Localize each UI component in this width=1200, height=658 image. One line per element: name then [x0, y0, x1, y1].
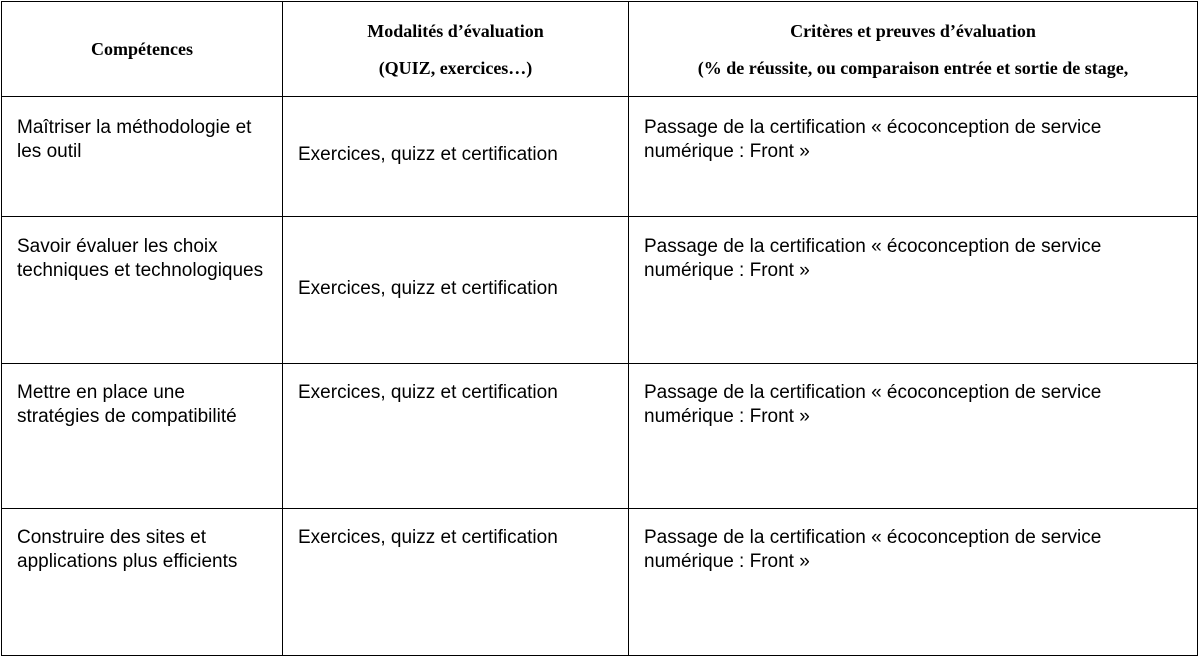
header-modalites-subtitle: (QUIZ, exercices…) — [378, 58, 533, 78]
table-row — [2, 364, 1198, 509]
table-row — [2, 217, 1198, 364]
competence-cell: Maîtriser la méthodologie et les outil — [2, 97, 283, 217]
table-row — [2, 97, 1198, 217]
competence-cell: Construire des sites et applications plus efficients — [2, 509, 283, 656]
critere-cell: Passage de la certification « écoconception de service numérique : Front » — [629, 364, 1198, 509]
critere-cell: Passage de la certification « écoconception de service numérique : Front » — [629, 217, 1198, 364]
modalite-cell: Exercices, quizz et certification — [283, 217, 629, 364]
header-competences-label: Compétences — [91, 39, 193, 59]
critere-cell: Passage de la certification « écoconception de service numérique : Front » — [629, 509, 1198, 656]
modalite-cell: Exercices, quizz et certification — [283, 364, 629, 509]
header-competences — [2, 2, 283, 97]
competence-cell: Mettre en place une stratégies de compatibilité — [2, 364, 283, 509]
header-modalites-title: Modalités d’évaluation — [367, 21, 544, 41]
header-criteres-title: Critères et preuves d’évaluation — [790, 21, 1036, 41]
evaluation-table — [1, 1, 1198, 656]
modalite-cell: Exercices, quizz et certification — [283, 509, 629, 656]
modalite-cell: Exercices, quizz et certification — [283, 97, 629, 217]
table-row — [2, 509, 1198, 656]
critere-cell: Passage de la certification « écoconception de service numérique : Front » — [629, 97, 1198, 217]
competence-cell: Savoir évaluer les choix techniques et technologiques — [2, 217, 283, 364]
header-criteres — [629, 2, 1198, 97]
header-row — [2, 2, 1198, 97]
header-modalites — [283, 2, 629, 97]
header-criteres-subtitle: (% de réussite, ou comparaison entrée et sortie de stage, — [697, 58, 1129, 78]
